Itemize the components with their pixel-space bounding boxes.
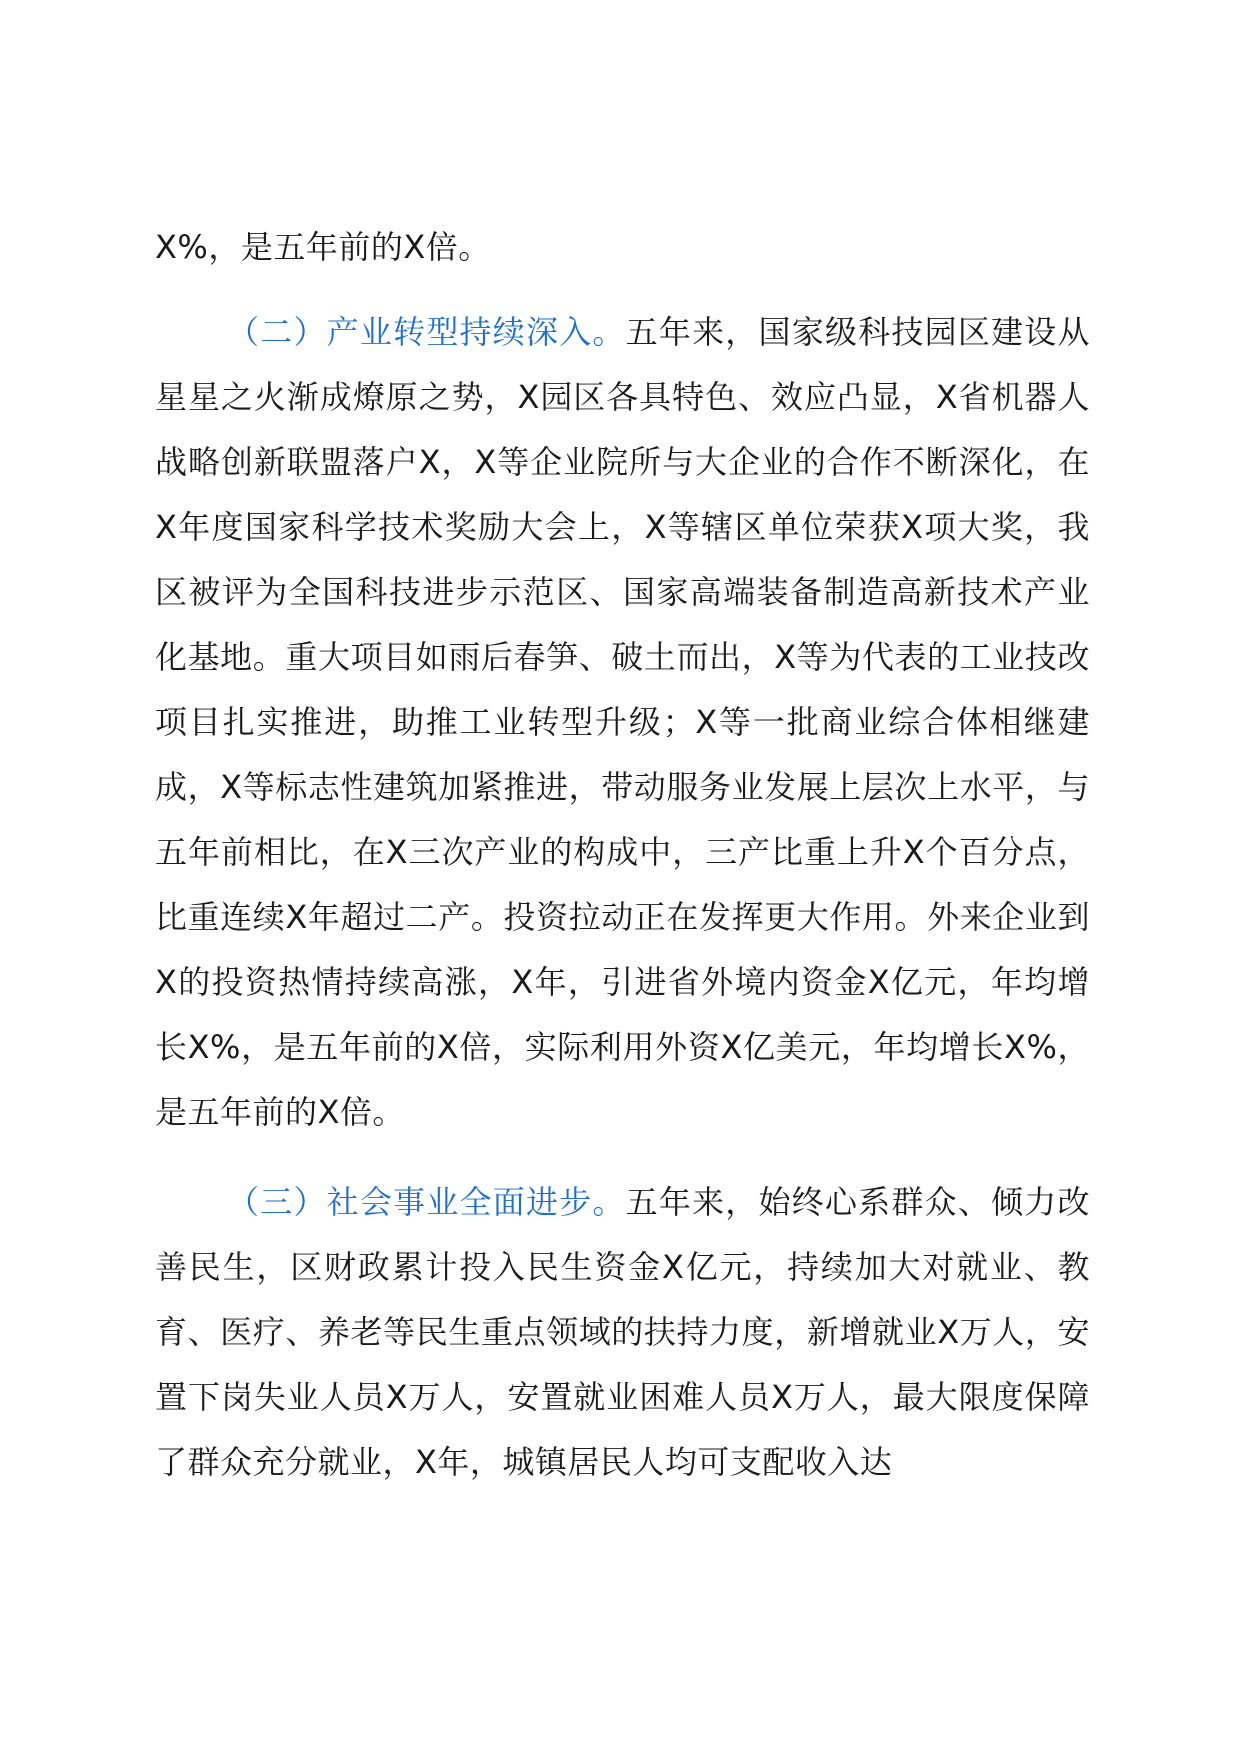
paragraph-body: 五年来，国家级科技园区建设从星星之火渐成燎原之势，X园区各具特色、效应凸显，X省机器人战略创新联盟落户X，X等企业院所与大企业的合作不断深化，在X年度国家科学技术奖励大会上，X等辖区单位荣获X项大奖，我区被评为全国科技进步示范区、国家高端装备制造高新技术产业化基地。重大项目如雨后春笋、破土而出，X等为代表的工业技改项目扎实推进，助推工业转型升级；X等一批商业综合体相继建成，X等标志性建筑加紧推进，带动服务业发展上层次上水平，与五年前相比，在X三次产业的构成中，三产比重上升X个百分点，比重连续X年超过二产。投资拉动正在发挥更大作用。外来企业到X的投资热情持续高涨，X年，引进省外境内资金X亿元，年均增长X%，是五年前的X倍，实际利用外资X亿美元，年均增长X%，是五年前的X倍。: [155, 313, 1090, 1131]
paragraph-body: 五年来，始终心系群众、倾力改善民生，区财政累计投入民生资金X亿元，持续加大对就业、教育、医疗、养老等民生重点领域的扶持力度，新增就业X万人，安置下岗失业人员X万人，安置就业困难人员X万人，最大限度保障了群众充分就业，X年，城镇居民人均可支配收入达: [155, 1183, 1090, 1481]
section-heading-social: （三）社会事业全面进步。: [227, 1183, 626, 1221]
section-heading-industry: （二）产业转型持续深入。: [227, 313, 626, 351]
paragraph-body: X%，是五年前的X倍。: [155, 228, 491, 266]
paragraph-social-progress: [155, 1170, 1090, 1495]
paragraph-continuation: [155, 215, 1090, 280]
paragraph-industry-transformation: [155, 300, 1090, 1145]
